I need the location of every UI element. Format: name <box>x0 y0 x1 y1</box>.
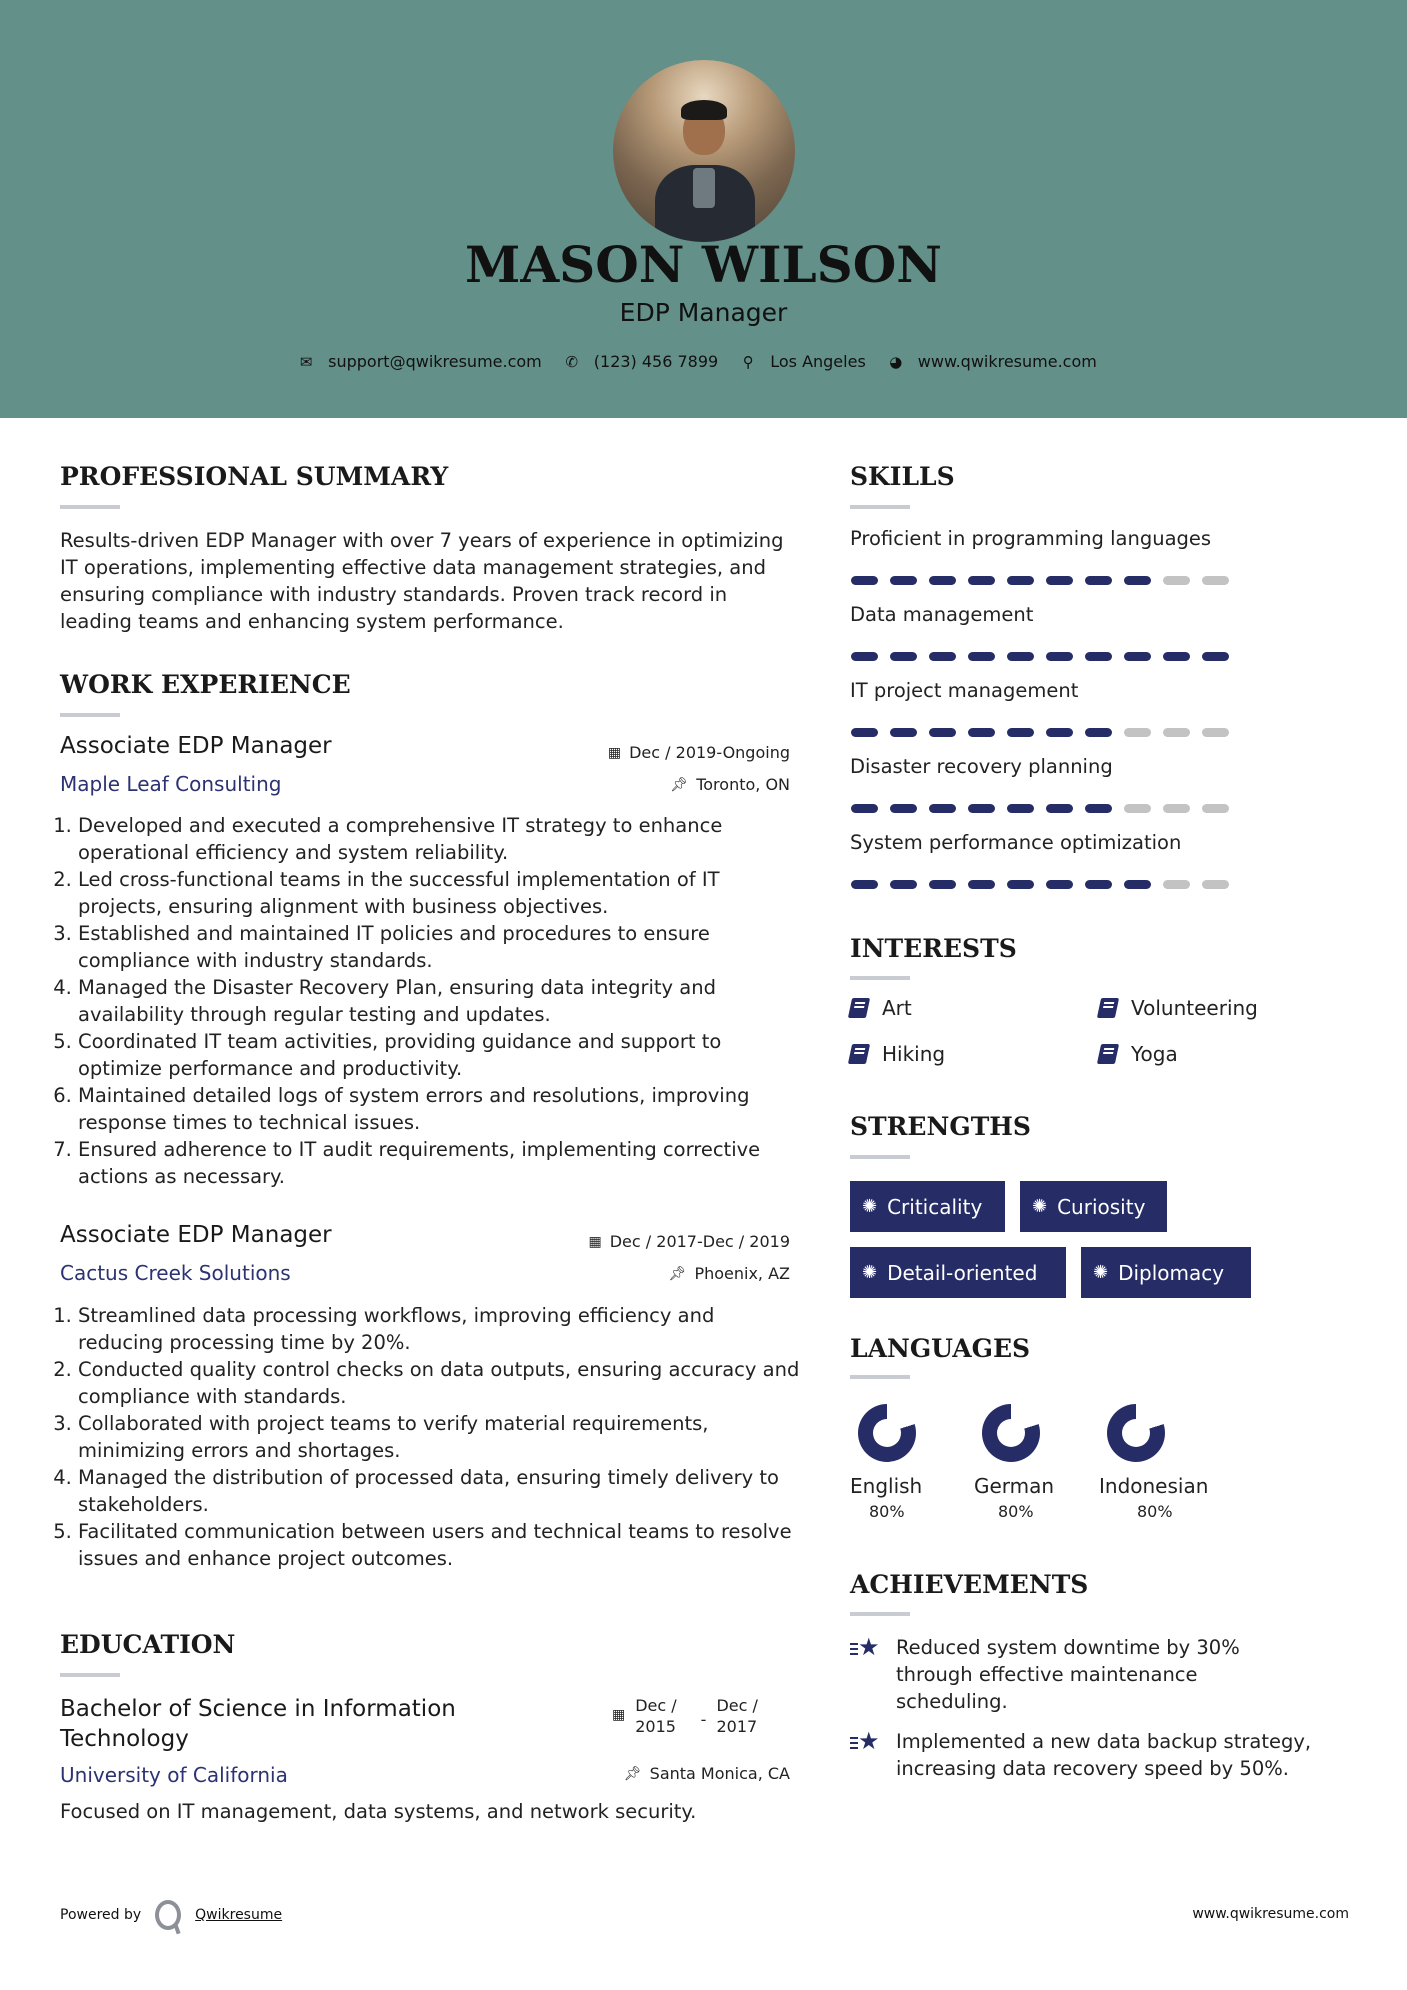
interests-heading: INTERESTS <box>850 934 1017 963</box>
skill-dash <box>851 576 878 585</box>
job-dates: ▦ Dec / 2017-Dec / 2019 <box>588 1232 790 1251</box>
skill-dash <box>1046 728 1073 737</box>
badge-icon: ✺ <box>1032 1196 1048 1217</box>
qwikresume-logo-icon <box>155 1900 181 1930</box>
skill-dash <box>1124 652 1151 661</box>
badge-icon: ✺ <box>862 1262 878 1283</box>
skill-dash <box>929 576 956 585</box>
pushpin-icon: 📌︎ <box>670 776 689 793</box>
powered-by: Powered by Qwikresume <box>60 1900 282 1930</box>
skill-dash <box>890 880 917 889</box>
skill-level-bar <box>851 804 1229 813</box>
skill-dash <box>968 804 995 813</box>
achievement-item: ★ Reduced system downtime by 30% through effective maintenance scheduling. <box>850 1634 1350 1715</box>
skill-dash <box>1124 804 1151 813</box>
badge-icon: ✺ <box>862 1196 878 1217</box>
skill-dash <box>890 728 917 737</box>
section-divider <box>60 713 120 717</box>
skill-dash <box>1163 728 1190 737</box>
skill-dash <box>1202 576 1229 585</box>
interest-item: Volunteering <box>1099 996 1258 1020</box>
skill-dash <box>1085 804 1112 813</box>
list-item: 1. Developed and executed a comprehensive IT strategy to enhance operational efficiency and system reliability. <box>78 812 800 866</box>
skill-dash <box>1202 804 1229 813</box>
skill-dash <box>851 804 878 813</box>
job-location: 📌︎ Toronto, ON <box>670 775 790 794</box>
contact-location <box>740 352 866 371</box>
section-divider <box>850 505 910 509</box>
skill-level-bar <box>851 576 1229 585</box>
calendar-icon: ▦ <box>607 744 622 761</box>
section-divider <box>850 976 910 980</box>
skill-dash <box>1124 728 1151 737</box>
star-icon: ★ <box>850 1634 882 1715</box>
education-description: Focused on IT management, data systems, and network security. <box>60 1800 697 1823</box>
job-title: Associate EDP Manager <box>60 1222 332 1248</box>
skill-dash <box>851 652 878 661</box>
candidate-name: MASON WILSON <box>465 235 942 294</box>
education-location: 📌︎ Santa Monica, CA <box>623 1764 790 1783</box>
contact-row <box>0 352 1407 371</box>
strengths-heading: STRENGTHS <box>850 1112 1031 1141</box>
summary-text: Results-driven EDP Manager with over 7 years of experience in optimizing IT operations, implementing effective data management strategies, and ensuring compliance with industry standards. Proven track record in leading teams and enhancing system performance. <box>60 529 784 633</box>
skill-dash <box>968 728 995 737</box>
skill-dash <box>1007 804 1034 813</box>
book-icon <box>1097 998 1119 1018</box>
footer-website-link[interactable]: www.qwikresume.com <box>1192 1906 1349 1922</box>
calendar-icon: ▦ <box>612 1707 626 1723</box>
section-divider <box>850 1155 910 1159</box>
pushpin-icon: 📌︎ <box>623 1765 642 1782</box>
languages-heading: LANGUAGES <box>850 1334 1031 1363</box>
company-name: Cactus Creek Solutions <box>60 1261 291 1285</box>
skill-dash <box>1046 652 1073 661</box>
pushpin-icon: 📌︎ <box>668 1265 687 1282</box>
skill-label: Disaster recovery planning <box>850 755 1113 778</box>
skills-heading: SKILLS <box>850 462 955 491</box>
list-item: 5. Facilitated communication between users and technical teams to resolve issues and enhance project outcomes. <box>78 1518 800 1572</box>
book-icon <box>848 1044 870 1064</box>
section-divider <box>60 1673 120 1677</box>
skill-label: Proficient in programming languages <box>850 527 1212 550</box>
skill-label: System performance optimization <box>850 831 1182 854</box>
list-item: 2. Conducted quality control checks on data outputs, ensuring accuracy and compliance with standards. <box>78 1356 800 1410</box>
company-name: Maple Leaf Consulting <box>60 772 282 796</box>
email-text: support@qwikresume.com <box>328 352 542 371</box>
section-divider <box>850 1612 910 1616</box>
phone-icon: ✆ <box>565 352 579 371</box>
list-item: 3. Collaborated with project teams to verify material requirements, minimizing errors and shortages. <box>78 1410 800 1464</box>
education-dates: ▦ Dec / 2015 - Dec / 2017 <box>612 1696 758 1736</box>
skill-dash <box>1046 576 1073 585</box>
strength-badge: ✺ Curiosity <box>1020 1181 1167 1232</box>
skill-level-bar <box>851 728 1229 737</box>
book-icon <box>848 998 870 1018</box>
skill-label: IT project management <box>850 679 1079 702</box>
skill-dash <box>1007 576 1034 585</box>
job-location: 📌︎ Phoenix, AZ <box>668 1264 790 1283</box>
list-item: 2. Led cross-functional teams in the successful implementation of IT projects, ensuring alignment with business objectives. <box>78 866 800 920</box>
skill-dash <box>1163 880 1190 889</box>
skill-dash <box>1124 880 1151 889</box>
badge-icon: ✺ <box>1093 1262 1109 1283</box>
job-title: Associate EDP Manager <box>60 733 332 759</box>
skill-level-bar <box>851 880 1229 889</box>
calendar-icon: ▦ <box>588 1233 602 1250</box>
achievement-item: ★ Implemented a new data backup strategy, increasing data recovery speed by 50%. <box>850 1728 1350 1782</box>
summary-heading: PROFESSIONAL SUMMARY <box>60 462 449 491</box>
book-icon <box>1097 1044 1119 1064</box>
skill-dash <box>1007 880 1034 889</box>
interest-item: Art <box>850 996 912 1020</box>
skill-dash <box>1163 652 1190 661</box>
skill-dash <box>1007 652 1034 661</box>
skill-level-bar <box>851 652 1229 661</box>
skill-dash <box>929 652 956 661</box>
job-bullets <box>60 1302 800 1572</box>
map-pin-icon: ⚲ <box>742 352 754 371</box>
skill-dash <box>890 576 917 585</box>
website-text: www.qwikresume.com <box>917 352 1097 371</box>
phone-text: (123) 456 7899 <box>593 352 719 371</box>
candidate-title: EDP Manager <box>619 298 788 327</box>
achievements-heading: ACHIEVEMENTS <box>850 1570 1089 1599</box>
skill-dash <box>851 880 878 889</box>
skill-dash <box>890 652 917 661</box>
skill-dash <box>1085 576 1112 585</box>
list-item: 4. Managed the distribution of processed data, ensuring timely delivery to stakeholders. <box>78 1464 800 1518</box>
interest-item: Hiking <box>850 1042 945 1066</box>
skill-dash <box>851 728 878 737</box>
language-item: German 80% <box>974 1404 1104 1521</box>
skill-dash <box>1124 576 1151 585</box>
list-item: 3. Established and maintained IT policies and procedures to ensure compliance with industry standards. <box>78 920 800 974</box>
experience-heading: WORK EXPERIENCE <box>60 670 351 699</box>
contact-email[interactable] <box>298 352 542 371</box>
section-divider <box>850 1375 910 1379</box>
brand-link[interactable]: Qwikresume <box>195 1907 283 1923</box>
star-icon: ★ <box>850 1728 882 1782</box>
list-item: 6. Maintained detailed logs of system errors and resolutions, improving response times to technical issues. <box>78 1082 800 1136</box>
skill-dash <box>1202 728 1229 737</box>
skill-dash <box>1085 728 1112 737</box>
education-heading: EDUCATION <box>60 1630 236 1659</box>
skill-dash <box>968 880 995 889</box>
skill-dash <box>1163 576 1190 585</box>
list-item: 7. Ensured adherence to IT audit requirements, implementing corrective actions as necessary. <box>78 1136 800 1190</box>
strength-badge: ✺ Criticality <box>850 1181 1005 1232</box>
skill-dash <box>1202 880 1229 889</box>
strength-badge: ✺ Diplomacy <box>1081 1247 1251 1298</box>
skill-dash <box>1007 728 1034 737</box>
contact-website[interactable] <box>888 352 1097 371</box>
list-item: 4. Managed the Disaster Recovery Plan, ensuring data integrity and availability through regular testing and updates. <box>78 974 800 1028</box>
skill-dash <box>929 880 956 889</box>
skill-label: Data management <box>850 603 1034 626</box>
skill-dash <box>1046 804 1073 813</box>
progress-ring <box>1107 1404 1165 1462</box>
strength-badge: ✺ Detail-oriented <box>850 1247 1066 1298</box>
job-bullets <box>60 812 800 1190</box>
progress-ring <box>982 1404 1040 1462</box>
skill-dash <box>929 728 956 737</box>
envelope-icon: ✉ <box>299 352 313 371</box>
skill-dash <box>1046 880 1073 889</box>
skill-dash <box>929 804 956 813</box>
list-item: 5. Coordinated IT team activities, providing guidance and support to optimize performance and productivity. <box>78 1028 800 1082</box>
school-name: University of California <box>60 1763 288 1787</box>
skill-dash <box>968 576 995 585</box>
location-text: Los Angeles <box>770 352 866 371</box>
degree-title: Bachelor of Science in Information Technology <box>60 1696 456 1752</box>
progress-ring <box>858 1404 916 1462</box>
globe-icon: ◕ <box>889 352 903 371</box>
skill-dash <box>890 804 917 813</box>
section-divider <box>60 505 120 509</box>
interest-item: Yoga <box>1099 1042 1178 1066</box>
skill-dash <box>1163 804 1190 813</box>
profile-photo <box>613 60 795 242</box>
skill-dash <box>1085 880 1112 889</box>
skill-dash <box>968 652 995 661</box>
skill-dash <box>1085 652 1112 661</box>
contact-phone[interactable] <box>564 352 718 371</box>
language-item: Indonesian 80% <box>1099 1404 1249 1521</box>
list-item: 1. Streamlined data processing workflows, improving efficiency and reducing processing time by 20%. <box>78 1302 800 1356</box>
language-item: English 80% <box>850 1404 980 1521</box>
job-dates: ▦ Dec / 2019-Ongoing <box>607 743 790 762</box>
skill-dash <box>1202 652 1229 661</box>
resume-header <box>0 0 1407 418</box>
